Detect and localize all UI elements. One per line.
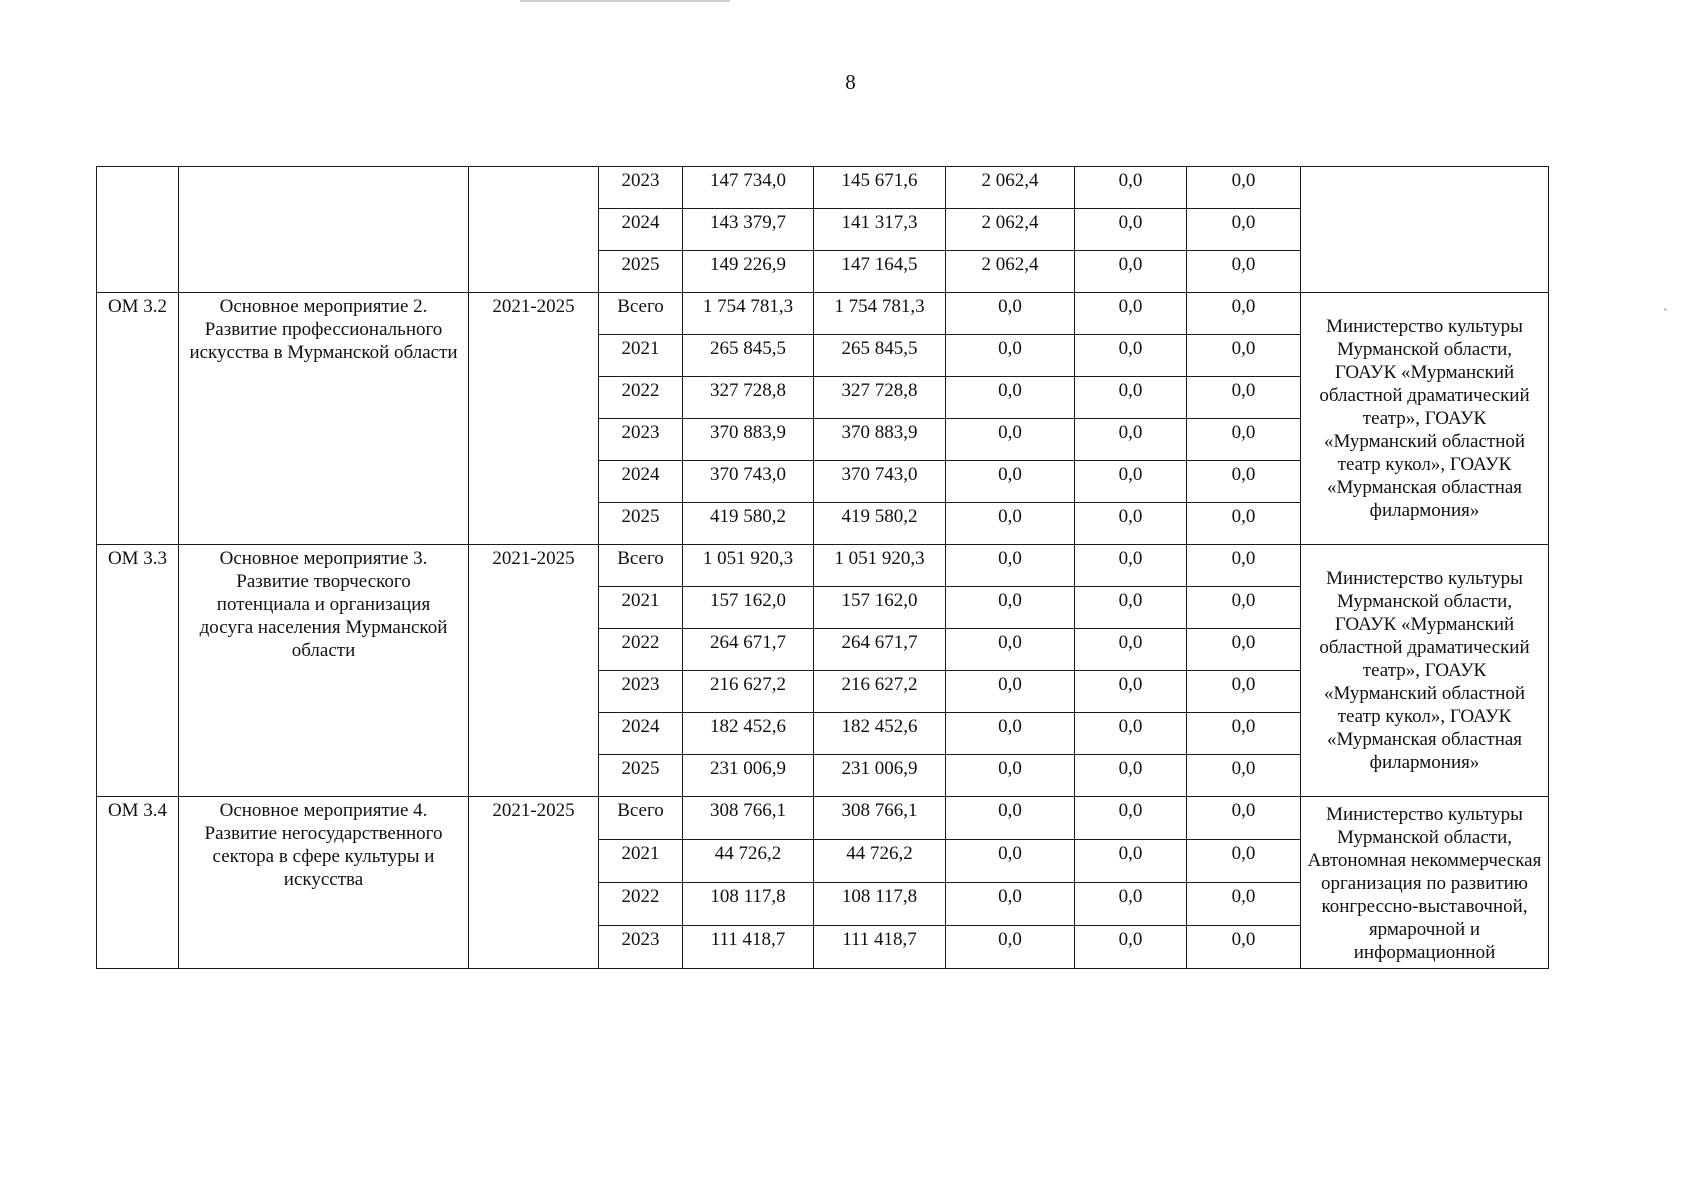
local-budget-cell: 0,0 (1075, 926, 1187, 969)
regional-budget-cell: 111 418,7 (814, 926, 946, 969)
regional-budget-cell: 216 627,2 (814, 671, 946, 713)
other-sources-cell: 0,0 (1187, 293, 1301, 335)
total-cell: 419 580,2 (683, 503, 814, 545)
table-body (97, 167, 1549, 969)
regional-budget-cell: 157 162,0 (814, 587, 946, 629)
executor-cell: Министерство культуры Мурманской области, ГОАУК «Мурманский областной драматический театр», ГОАУК «Мурманский областной театр кукол», ГОАУК «Мурманская областная филармония» (1301, 545, 1549, 797)
other-sources-cell: 0,0 (1187, 713, 1301, 755)
table-row (97, 293, 1549, 335)
local-budget-cell: 0,0 (1075, 209, 1187, 251)
activity-name-cell (179, 167, 469, 293)
year-cell: 2025 (599, 755, 683, 797)
federal-budget-cell: 0,0 (946, 461, 1075, 503)
federal-budget-cell: 0,0 (946, 713, 1075, 755)
local-budget-cell: 0,0 (1075, 713, 1187, 755)
local-budget-cell: 0,0 (1075, 461, 1187, 503)
total-cell: 308 766,1 (683, 797, 814, 840)
total-cell: 182 452,6 (683, 713, 814, 755)
regional-budget-cell: 182 452,6 (814, 713, 946, 755)
period-cell: 2021-2025 (469, 797, 599, 969)
year-cell: 2021 (599, 587, 683, 629)
local-budget-cell: 0,0 (1075, 587, 1187, 629)
regional-budget-cell: 264 671,7 (814, 629, 946, 671)
other-sources-cell: 0,0 (1187, 545, 1301, 587)
other-sources-cell: 0,0 (1187, 629, 1301, 671)
local-budget-cell: 0,0 (1075, 377, 1187, 419)
period-cell: 2021-2025 (469, 293, 599, 545)
federal-budget-cell: 0,0 (946, 926, 1075, 969)
regional-budget-cell: 108 117,8 (814, 883, 946, 926)
executor-cell: Министерство культуры Мурманской области, Автономная некоммерческая организация по развитию конгрессно-выставочной, ярмарочной и информационной (1301, 797, 1549, 969)
total-cell: 370 883,9 (683, 419, 814, 461)
other-sources-cell: 0,0 (1187, 251, 1301, 293)
other-sources-cell: 0,0 (1187, 671, 1301, 713)
other-sources-cell: 0,0 (1187, 587, 1301, 629)
federal-budget-cell: 2 062,4 (946, 167, 1075, 209)
total-cell: 327 728,8 (683, 377, 814, 419)
year-cell: 2023 (599, 167, 683, 209)
year-cell: Всего (599, 797, 683, 840)
activity-code-cell: ОМ 3.3 (97, 545, 179, 797)
local-budget-cell: 0,0 (1075, 797, 1187, 840)
local-budget-cell: 0,0 (1075, 419, 1187, 461)
executor-cell (1301, 167, 1549, 293)
total-cell: 149 226,9 (683, 251, 814, 293)
executor-cell: Министерство культуры Мурманской области, ГОАУК «Мурманский областной драматический театр», ГОАУК «Мурманский областной театр кукол», ГОАУК «Мурманская областная филармония» (1301, 293, 1549, 545)
other-sources-cell: 0,0 (1187, 840, 1301, 883)
total-cell: 157 162,0 (683, 587, 814, 629)
table-row (97, 167, 1549, 209)
local-budget-cell: 0,0 (1075, 755, 1187, 797)
federal-budget-cell: 2 062,4 (946, 251, 1075, 293)
activity-name-cell: Основное мероприятие 2. Развитие профессионального искусства в Мурманской области (179, 293, 469, 545)
regional-budget-cell: 419 580,2 (814, 503, 946, 545)
budget-table (96, 166, 1549, 969)
other-sources-cell: 0,0 (1187, 335, 1301, 377)
total-cell: 1 051 920,3 (683, 545, 814, 587)
activity-name-cell: Основное мероприятие 3. Развитие творческого потенциала и организация досуга населения Мурманской области (179, 545, 469, 797)
total-cell: 111 418,7 (683, 926, 814, 969)
total-cell: 231 006,9 (683, 755, 814, 797)
federal-budget-cell: 0,0 (946, 503, 1075, 545)
activity-name-cell: Основное мероприятие 4. Развитие негосударственного сектора в сфере культуры и искусства (179, 797, 469, 969)
federal-budget-cell: 0,0 (946, 335, 1075, 377)
local-budget-cell: 0,0 (1075, 293, 1187, 335)
period-cell: 2021-2025 (469, 545, 599, 797)
regional-budget-cell: 308 766,1 (814, 797, 946, 840)
year-cell: 2021 (599, 335, 683, 377)
year-cell: Всего (599, 293, 683, 335)
total-cell: 44 726,2 (683, 840, 814, 883)
year-cell: 2022 (599, 377, 683, 419)
other-sources-cell: 0,0 (1187, 461, 1301, 503)
total-cell: 264 671,7 (683, 629, 814, 671)
year-cell: 2023 (599, 419, 683, 461)
federal-budget-cell: 0,0 (946, 797, 1075, 840)
other-sources-cell: 0,0 (1187, 926, 1301, 969)
federal-budget-cell: 0,0 (946, 377, 1075, 419)
year-cell: 2023 (599, 671, 683, 713)
period-cell (469, 167, 599, 293)
year-cell: 2025 (599, 251, 683, 293)
scan-artifact-right (1664, 308, 1667, 311)
table-row (97, 545, 1549, 587)
activity-code-cell: ОМ 3.2 (97, 293, 179, 545)
activity-code-cell: ОМ 3.4 (97, 797, 179, 969)
federal-budget-cell: 0,0 (946, 629, 1075, 671)
local-budget-cell: 0,0 (1075, 335, 1187, 377)
other-sources-cell: 0,0 (1187, 419, 1301, 461)
regional-budget-cell: 147 164,5 (814, 251, 946, 293)
scan-artifact-top (520, 0, 730, 2)
regional-budget-cell: 265 845,5 (814, 335, 946, 377)
federal-budget-cell: 0,0 (946, 755, 1075, 797)
activity-code-cell (97, 167, 179, 293)
year-cell: 2024 (599, 461, 683, 503)
local-budget-cell: 0,0 (1075, 883, 1187, 926)
year-cell: 2021 (599, 840, 683, 883)
table-row (97, 797, 1549, 840)
year-cell: 2025 (599, 503, 683, 545)
regional-budget-cell: 231 006,9 (814, 755, 946, 797)
regional-budget-cell: 1 051 920,3 (814, 545, 946, 587)
federal-budget-cell: 0,0 (946, 293, 1075, 335)
federal-budget-cell: 0,0 (946, 545, 1075, 587)
federal-budget-cell: 2 062,4 (946, 209, 1075, 251)
federal-budget-cell: 0,0 (946, 883, 1075, 926)
regional-budget-cell: 141 317,3 (814, 209, 946, 251)
year-cell: 2024 (599, 209, 683, 251)
local-budget-cell: 0,0 (1075, 251, 1187, 293)
year-cell: 2024 (599, 713, 683, 755)
local-budget-cell: 0,0 (1075, 503, 1187, 545)
local-budget-cell: 0,0 (1075, 629, 1187, 671)
other-sources-cell: 0,0 (1187, 883, 1301, 926)
other-sources-cell: 0,0 (1187, 503, 1301, 545)
total-cell: 108 117,8 (683, 883, 814, 926)
page-number: 8 (845, 70, 856, 94)
other-sources-cell: 0,0 (1187, 167, 1301, 209)
federal-budget-cell: 0,0 (946, 671, 1075, 713)
total-cell: 147 734,0 (683, 167, 814, 209)
regional-budget-cell: 145 671,6 (814, 167, 946, 209)
other-sources-cell: 0,0 (1187, 209, 1301, 251)
federal-budget-cell: 0,0 (946, 419, 1075, 461)
other-sources-cell: 0,0 (1187, 377, 1301, 419)
federal-budget-cell: 0,0 (946, 840, 1075, 883)
year-cell: 2022 (599, 883, 683, 926)
year-cell: 2023 (599, 926, 683, 969)
total-cell: 143 379,7 (683, 209, 814, 251)
local-budget-cell: 0,0 (1075, 545, 1187, 587)
total-cell: 216 627,2 (683, 671, 814, 713)
total-cell: 265 845,5 (683, 335, 814, 377)
local-budget-cell: 0,0 (1075, 167, 1187, 209)
total-cell: 370 743,0 (683, 461, 814, 503)
federal-budget-cell: 0,0 (946, 587, 1075, 629)
year-cell: Всего (599, 545, 683, 587)
year-cell: 2022 (599, 629, 683, 671)
regional-budget-cell: 370 743,0 (814, 461, 946, 503)
other-sources-cell: 0,0 (1187, 755, 1301, 797)
local-budget-cell: 0,0 (1075, 840, 1187, 883)
regional-budget-cell: 327 728,8 (814, 377, 946, 419)
total-cell: 1 754 781,3 (683, 293, 814, 335)
regional-budget-cell: 1 754 781,3 (814, 293, 946, 335)
regional-budget-cell: 370 883,9 (814, 419, 946, 461)
regional-budget-cell: 44 726,2 (814, 840, 946, 883)
local-budget-cell: 0,0 (1075, 671, 1187, 713)
other-sources-cell: 0,0 (1187, 797, 1301, 840)
